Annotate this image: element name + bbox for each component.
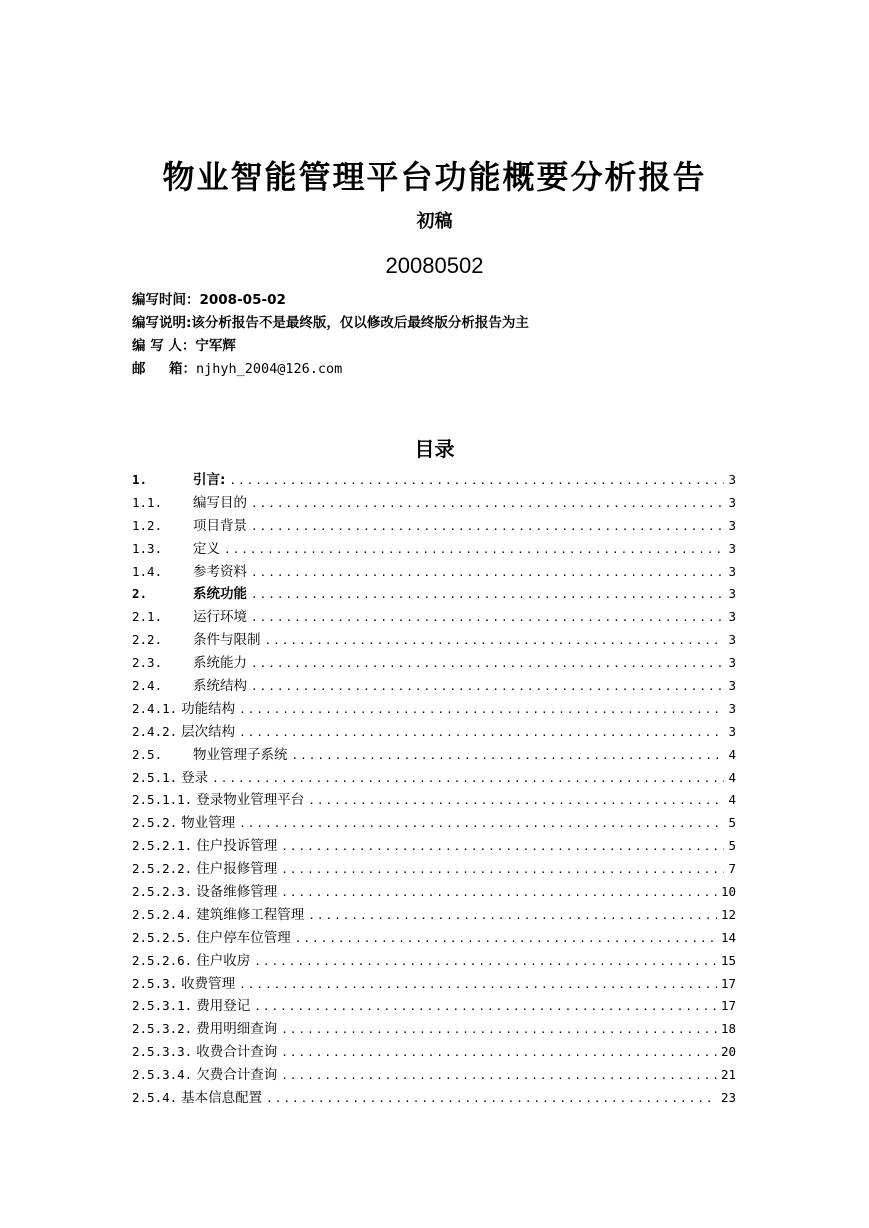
toc-entry-label: 项目背景 bbox=[193, 517, 247, 534]
toc-entry-label: 收费合计查询 bbox=[196, 1044, 278, 1061]
toc-leader-dots bbox=[239, 974, 717, 997]
toc-entry-label: 登录物业管理平台 bbox=[196, 792, 305, 809]
toc-entry-label: 编写目的 bbox=[193, 494, 247, 511]
toc-leader-dots bbox=[281, 836, 724, 859]
toc-leader-dots bbox=[281, 1065, 717, 1088]
toc-entry-number: 2.5.1. bbox=[132, 769, 178, 785]
toc-entry-number: 2.5.2.2. bbox=[132, 861, 193, 877]
toc-entry[interactable] bbox=[132, 1064, 736, 1087]
document-subtitle: 初稿 bbox=[416, 211, 453, 232]
toc-entry-label: 系统功能 bbox=[193, 586, 247, 603]
toc-entry[interactable] bbox=[132, 629, 736, 652]
toc-entry-page: 7 bbox=[728, 861, 736, 877]
toc-entry-page: 3 bbox=[728, 540, 736, 556]
toc-entry[interactable] bbox=[132, 881, 736, 904]
toc-leader-dots bbox=[251, 493, 724, 516]
toc-entry-number: 2.4.1. bbox=[132, 700, 178, 716]
toc-entry-number: 2.5.3.4. bbox=[132, 1067, 193, 1083]
toc-entry-number: 2.5.2.1. bbox=[132, 838, 193, 854]
toc-entry-label: 住户报修管理 bbox=[196, 861, 278, 878]
toc-entry-page: 14 bbox=[720, 929, 736, 945]
toc-entry-page: 3 bbox=[728, 723, 736, 739]
toc-entry-number: 2.5. bbox=[132, 746, 163, 762]
toc-entry[interactable] bbox=[132, 767, 736, 790]
toc-entry-page: 12 bbox=[720, 906, 736, 922]
toc-entry-page: 5 bbox=[728, 838, 736, 854]
toc-entry[interactable] bbox=[132, 652, 736, 675]
toc-entry[interactable] bbox=[132, 606, 736, 629]
meta-author-label: 编 写 人： bbox=[132, 338, 196, 354]
toc-entry-number: 2.5.2.6. bbox=[132, 952, 193, 968]
toc-entry[interactable] bbox=[132, 789, 736, 812]
toc-entry-label: 住户投诉管理 bbox=[196, 838, 278, 855]
toc-leader-dots bbox=[292, 745, 725, 768]
toc-leader-dots bbox=[251, 653, 724, 676]
toc-entry-label: 建筑维修工程管理 bbox=[196, 906, 305, 923]
toc-entry-page: 3 bbox=[728, 655, 736, 671]
toc-entry[interactable] bbox=[132, 973, 736, 996]
toc-entry-label: 引言: bbox=[193, 472, 226, 488]
toc-leader-dots bbox=[295, 928, 717, 951]
toc-leader-dots bbox=[251, 676, 724, 699]
toc-entry-label: 费用登记 bbox=[196, 998, 251, 1015]
toc-leader-dots bbox=[224, 539, 724, 562]
toc-entry-label: 运行环境 bbox=[193, 609, 247, 626]
toc-entry-page: 3 bbox=[728, 678, 736, 694]
toc-entry-number: 2.4. bbox=[132, 678, 163, 694]
toc-entry-page: 4 bbox=[728, 769, 736, 785]
toc-entry-page: 20 bbox=[720, 1044, 736, 1060]
toc-leader-dots bbox=[251, 562, 724, 585]
toc-entry-page: 17 bbox=[720, 998, 736, 1014]
meta-time bbox=[132, 289, 529, 312]
meta-email-value: njhyh_2004@126.com bbox=[196, 361, 343, 377]
document-date: 20080502 bbox=[385, 253, 484, 278]
toc-leader-dots bbox=[281, 859, 724, 882]
toc-entry-number: 2.5.2.3. bbox=[132, 884, 193, 900]
document-meta bbox=[132, 289, 529, 381]
toc-entry-number: 2.1. bbox=[132, 609, 163, 625]
toc-entry-number: 2.5.3.2. bbox=[132, 1021, 193, 1037]
toc-leader-dots bbox=[212, 768, 724, 791]
meta-email-label: 邮 箱： bbox=[132, 361, 196, 377]
toc-leader-dots bbox=[266, 1088, 717, 1111]
toc-entry[interactable] bbox=[132, 904, 736, 927]
toc-entry-page: 3 bbox=[728, 609, 736, 625]
toc-entry-number: 2.5.4. bbox=[132, 1090, 178, 1106]
toc-entry-number: 2.5.2.5. bbox=[132, 929, 193, 945]
toc-entry[interactable] bbox=[132, 1018, 736, 1041]
toc-entry-page: 3 bbox=[728, 700, 736, 716]
toc-entry-label: 层次结构 bbox=[181, 723, 236, 740]
meta-email bbox=[132, 358, 529, 381]
toc-leader-dots bbox=[239, 722, 724, 745]
toc-entry-number: 2.2. bbox=[132, 632, 163, 648]
toc-leader-dots bbox=[265, 630, 725, 653]
toc-entry-page: 15 bbox=[720, 952, 736, 968]
toc-leader-dots bbox=[281, 882, 717, 905]
toc-leader-dots bbox=[308, 790, 724, 813]
toc-entry-label: 系统能力 bbox=[193, 655, 247, 672]
toc-entry-number: 2.5.3.1. bbox=[132, 998, 193, 1014]
toc-entry-label: 费用明细查询 bbox=[196, 1021, 278, 1038]
toc-entry-page: 10 bbox=[720, 884, 736, 900]
toc-entry[interactable] bbox=[132, 858, 736, 881]
meta-author bbox=[132, 335, 529, 358]
meta-time-label: 编写时间： bbox=[132, 292, 200, 308]
toc-entry-label: 物业管理 bbox=[181, 815, 236, 832]
meta-note bbox=[132, 312, 529, 335]
table-of-contents bbox=[132, 469, 736, 1110]
toc-entry-page: 3 bbox=[728, 586, 736, 602]
toc-leader-dots bbox=[254, 996, 717, 1019]
toc-entry-page: 17 bbox=[720, 975, 736, 991]
toc-entry-label: 系统结构 bbox=[193, 678, 247, 695]
toc-entry-page: 4 bbox=[728, 746, 736, 762]
toc-entry-label: 物业管理子系统 bbox=[193, 746, 288, 763]
meta-note-label: 编写说明: bbox=[132, 315, 192, 331]
toc-entry[interactable] bbox=[132, 927, 736, 950]
toc-leader-dots bbox=[254, 951, 717, 974]
toc-leader-dots bbox=[229, 470, 724, 493]
toc-entry-number: 1.3. bbox=[132, 540, 163, 556]
toc-entry[interactable] bbox=[132, 515, 736, 538]
toc-entry[interactable] bbox=[132, 812, 736, 835]
toc-entry[interactable] bbox=[132, 583, 736, 606]
toc-entry[interactable] bbox=[132, 744, 736, 767]
toc-entry-label: 欠费合计查询 bbox=[196, 1067, 278, 1084]
toc-entry-page: 3 bbox=[728, 632, 736, 648]
toc-entry-label: 参考资料 bbox=[193, 563, 247, 580]
toc-entry-number: 2.5.2.4. bbox=[132, 906, 193, 922]
toc-entry-label: 住户停车位管理 bbox=[196, 929, 291, 946]
toc-entry-number: 2. bbox=[132, 586, 148, 602]
toc-entry[interactable] bbox=[132, 721, 736, 744]
toc-entry-page: 18 bbox=[720, 1021, 736, 1037]
toc-entry-page: 3 bbox=[728, 563, 736, 579]
toc-title: 目录 bbox=[414, 437, 455, 461]
toc-entry-number: 2.5.2. bbox=[132, 815, 178, 831]
toc-entry[interactable] bbox=[132, 1041, 736, 1064]
meta-note-value: 该分析报告不是最终版，仅以修改后最终版分析报告为主 bbox=[191, 315, 529, 331]
toc-entry[interactable] bbox=[132, 675, 736, 698]
toc-leader-dots bbox=[239, 813, 724, 836]
toc-entry-page: 23 bbox=[720, 1090, 736, 1106]
toc-entry-number: 1.4. bbox=[132, 563, 163, 579]
toc-entry[interactable] bbox=[132, 995, 736, 1018]
toc-entry[interactable] bbox=[132, 492, 736, 515]
toc-entry-label: 基本信息配置 bbox=[181, 1090, 263, 1107]
toc-entry[interactable] bbox=[132, 835, 736, 858]
toc-entry[interactable] bbox=[132, 469, 736, 492]
toc-entry-number: 2.5.1.1. bbox=[132, 792, 193, 808]
meta-author-value: 宁军辉 bbox=[195, 338, 236, 354]
toc-leader-dots bbox=[308, 905, 717, 928]
toc-entry-label: 定义 bbox=[193, 540, 220, 557]
toc-entry-page: 3 bbox=[728, 494, 736, 510]
toc-entry-number: 1. bbox=[132, 472, 148, 487]
document-title: 物业智能管理平台功能概要分析报告 bbox=[162, 158, 707, 196]
toc-entry-label: 条件与限制 bbox=[193, 632, 261, 649]
toc-entry[interactable] bbox=[132, 950, 736, 973]
toc-entry-page: 3 bbox=[728, 517, 736, 533]
toc-entry[interactable] bbox=[132, 1087, 736, 1110]
toc-leader-dots bbox=[281, 1019, 717, 1042]
toc-leader-dots bbox=[251, 584, 724, 607]
toc-entry-page: 4 bbox=[728, 792, 736, 808]
toc-entry-number: 1.2. bbox=[132, 517, 163, 533]
toc-entry[interactable] bbox=[132, 538, 736, 561]
toc-entry[interactable] bbox=[132, 561, 736, 584]
toc-entry-page: 3 bbox=[728, 472, 736, 487]
meta-time-value: 2008-05-02 bbox=[199, 292, 286, 308]
toc-entry-number: 2.3. bbox=[132, 655, 163, 671]
toc-entry-label: 住户收房 bbox=[196, 952, 251, 969]
toc-leader-dots bbox=[251, 516, 724, 539]
toc-entry-number: 2.4.2. bbox=[132, 723, 178, 739]
toc-leader-dots bbox=[251, 607, 724, 630]
toc-entry-number: 2.5.3.3. bbox=[132, 1044, 193, 1060]
toc-entry-label: 收费管理 bbox=[181, 975, 236, 992]
toc-leader-dots bbox=[281, 1042, 717, 1065]
toc-entry-number: 1.1. bbox=[132, 494, 163, 510]
toc-entry[interactable] bbox=[132, 698, 736, 721]
toc-entry-page: 21 bbox=[720, 1067, 736, 1083]
toc-entry-label: 功能结构 bbox=[181, 700, 236, 717]
toc-entry-page: 5 bbox=[728, 815, 736, 831]
toc-entry-label: 设备维修管理 bbox=[196, 884, 278, 901]
toc-entry-label: 登录 bbox=[181, 769, 209, 786]
toc-leader-dots bbox=[239, 699, 724, 722]
toc-entry-number: 2.5.3. bbox=[132, 975, 178, 991]
